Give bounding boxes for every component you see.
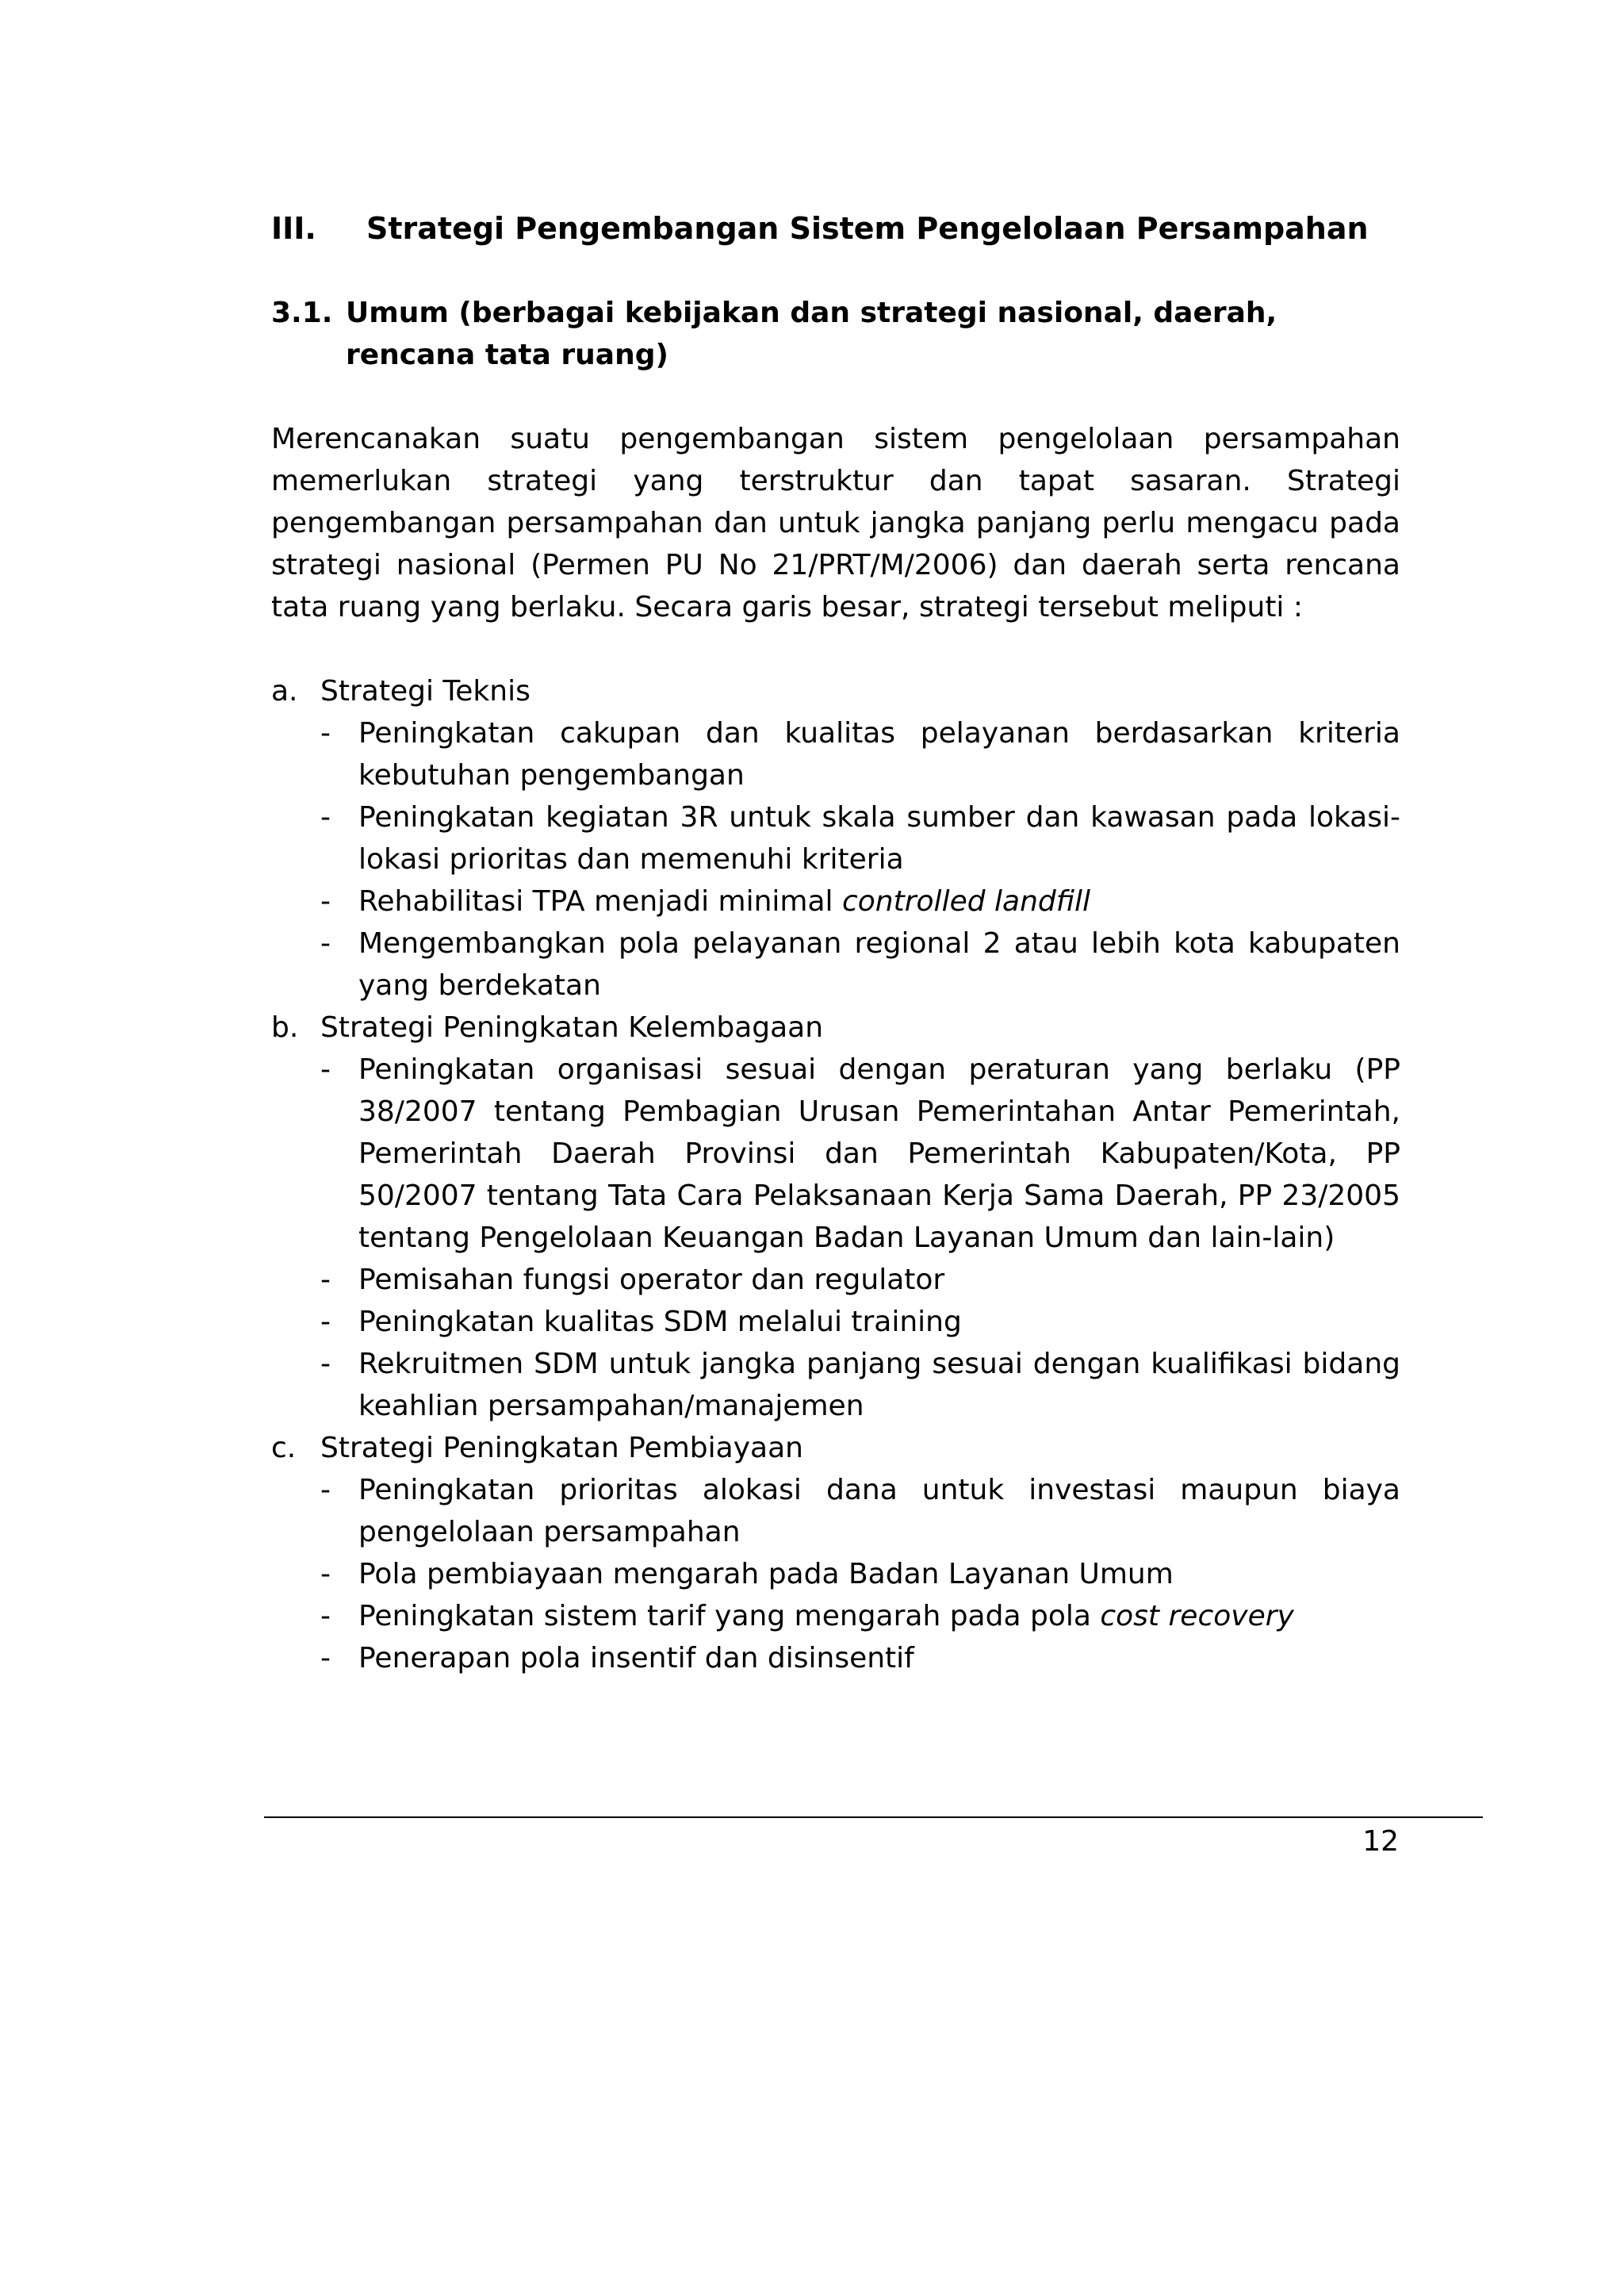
subsection-heading (271, 292, 1400, 376)
strategy-category-financing (271, 1427, 1400, 1469)
item-text: Peningkatan kualitas SDM melalui training (358, 1306, 962, 1338)
list-item (320, 1553, 1400, 1595)
intro-paragraph: Merencanakan suatu pengembangan sistem pengelolaan persampahan memerlukan strategi yang terstruktur dan tapat sasaran. Strategi pengembangan persampahan dan untuk jangka panjang perlu mengacu pada strategi nasional (Permen PU No 21/PRT/M/2006) dan daerah serta rencana tata ruang yang berlaku. Secara garis besar, strategi tersebut meliputi : (271, 423, 1400, 623)
strategy-category-technical (271, 670, 1400, 712)
page-content (271, 208, 1400, 1679)
list-item (320, 880, 1400, 923)
strategy-list (271, 670, 1400, 1679)
section-title: Strategi Pengembangan Sistem Pengelolaan Persampahan (366, 211, 1369, 246)
item-dash: - (320, 1558, 331, 1590)
category-label: Strategi Peningkatan Pembiayaan (320, 1432, 803, 1464)
item-emphasis: controlled landfill (841, 885, 1090, 918)
subsection-title: Umum (berbagai kebijakan dan strategi nasional, daerah, rencana tata ruang) (346, 297, 1277, 371)
item-text-with-emphasis (358, 1595, 1400, 1637)
item-dash: - (320, 1642, 331, 1674)
item-dash: - (320, 1474, 331, 1506)
item-text: Peningkatan sistem tarif yang mengarah pada pola (358, 1600, 1101, 1632)
item-text: Rehabilitasi TPA menjadi minimal (358, 885, 842, 918)
item-emphasis: cost recovery (1100, 1600, 1294, 1632)
item-text: Pola pembiayaan mengarah pada Badan Layanan Umum (358, 1558, 1174, 1590)
list-item (320, 1469, 1400, 1553)
page-number: 12 (1362, 1825, 1399, 1858)
footer-divider (264, 1816, 1483, 1818)
list-item (320, 712, 1400, 796)
item-dash: - (320, 1306, 331, 1338)
list-item (320, 1637, 1400, 1679)
category-label: Strategi Teknis (320, 675, 530, 708)
list-item (320, 1301, 1400, 1343)
list-item (320, 1343, 1400, 1427)
item-dash: - (320, 885, 331, 918)
item-dash: - (320, 927, 331, 960)
item-text: Peningkatan kegiatan 3R untuk skala sumber dan kawasan pada lokasi-lokasi prioritas dan memenuhi kriteria (358, 801, 1400, 876)
item-dash: - (320, 1264, 331, 1296)
item-dash: - (320, 717, 331, 750)
category-letter: a. (271, 675, 298, 708)
section-heading (271, 208, 1400, 249)
category-items (320, 712, 1400, 1007)
item-dash: - (320, 1053, 331, 1086)
category-label: Strategi Peningkatan Kelembagaan (320, 1011, 824, 1044)
item-text: Peningkatan cakupan dan kualitas pelayanan berdasarkan kriteria kebutuhan pengembangan (358, 717, 1400, 792)
item-text: Peningkatan organisasi sesuai dengan peraturan yang berlaku (PP 38/2007 tentang Pembagian Urusan Pemerintahan Antar Pemerintah, Pemerintah Daerah Provinsi dan Pemerintah Kabupaten/Kota, PP 50/2007 tentang Tata Cara Pelaksanaan Kerja Sama Daerah, PP 23/2005 tentang Pengelolaan Keuangan Badan Layanan Umum dan lain-lain) (358, 1053, 1400, 1254)
category-letter: b. (271, 1011, 299, 1044)
strategy-category-institutional (271, 1007, 1400, 1049)
list-item (320, 1595, 1400, 1637)
item-dash: - (320, 801, 331, 834)
list-item (320, 1259, 1400, 1301)
item-text: Pemisahan fungsi operator dan regulator (358, 1264, 945, 1296)
item-text: Mengembangkan pola pelayanan regional 2 atau lebih kota kabupaten yang berdekatan (358, 927, 1400, 1002)
item-text: Peningkatan prioritas alokasi dana untuk investasi maupun biaya pengelolaan persampahan (358, 1474, 1400, 1548)
item-text-with-emphasis (358, 880, 1400, 923)
item-text: Penerapan pola insentif dan disinsentif (358, 1642, 914, 1674)
list-item (320, 923, 1400, 1007)
subsection-number: 3.1. (271, 297, 333, 329)
section-number: III. (271, 211, 316, 246)
item-text: Rekruitmen SDM untuk jangka panjang sesuai dengan kualifikasi bidang keahlian persampahan/manajemen (358, 1348, 1400, 1422)
category-letter: c. (271, 1432, 297, 1464)
category-items (320, 1049, 1400, 1427)
list-item (320, 1049, 1400, 1259)
list-item (320, 796, 1400, 880)
item-dash: - (320, 1348, 331, 1380)
item-dash: - (320, 1600, 331, 1632)
category-items (320, 1469, 1400, 1679)
